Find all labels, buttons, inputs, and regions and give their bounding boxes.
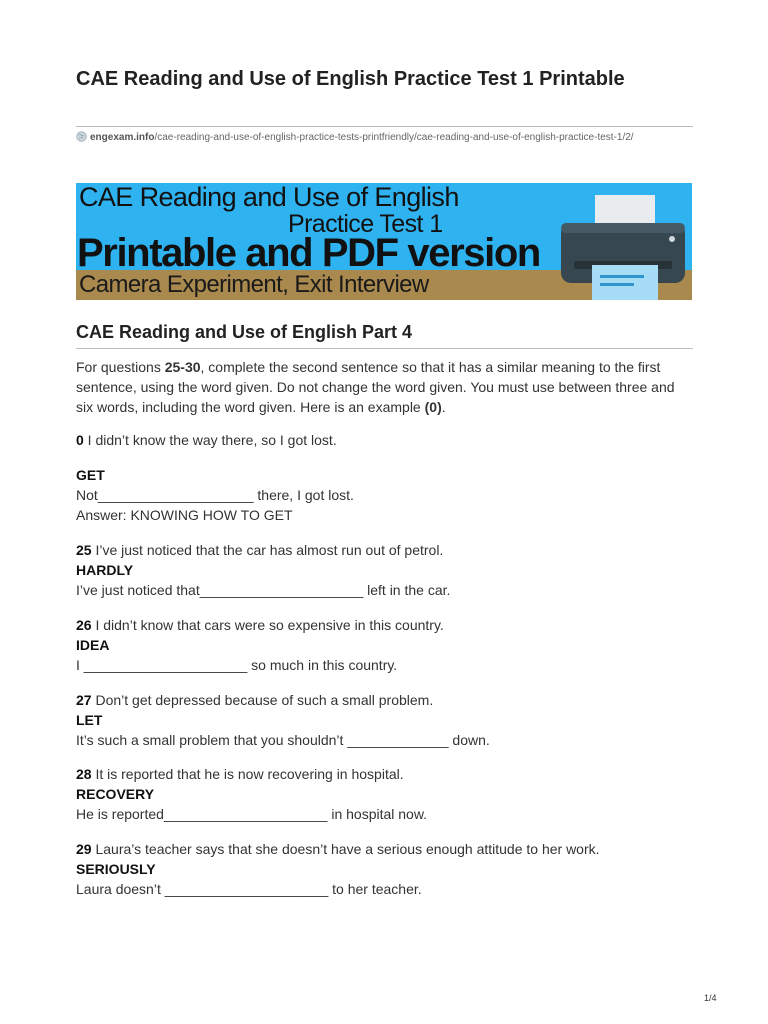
- example-sentence: 0 I didn’t know the way there, so I got lost.: [76, 432, 337, 448]
- question-number: 25: [76, 542, 92, 558]
- question-sentence: 28 It is reported that he is now recovering in hospital.: [76, 766, 404, 782]
- question-number: 28: [76, 766, 92, 782]
- document-title: CAE Reading and Use of English Practice Test 1 Printable: [76, 68, 625, 90]
- question-sentence: 29 Laura’s teacher says that she doesn’t have a serious enough attitude to her work.: [76, 841, 600, 857]
- question-sentence: 25 I’ve just noticed that the car has almost run out of petrol.: [76, 542, 444, 558]
- banner-line-3: Printable and PDF version: [77, 231, 540, 275]
- question-transformation: He is reported_____________________ in hospital now.: [76, 806, 428, 822]
- instructions-paragraph: For questions 25-30, complete the second sentence so that it has a similar meaning to the first sentence, using the word given. Do not change the word given. You must use between three and six words, including the word given. Here is an example (0).: [76, 359, 675, 415]
- question-sentence: 26 I didn’t know that cars were so expensive in this country.: [76, 617, 444, 633]
- example-transformation: Not____________________ there, I got lost.: [76, 487, 354, 503]
- source-path: /cae-reading-and-use-of-english-practice-tests-printfriendly/cae-reading-and-use-of-english-practice-test-1/2/: [154, 132, 634, 143]
- question-keyword: LET: [76, 712, 103, 728]
- source-domain: engexam.info: [90, 132, 155, 143]
- banner-line-4: Camera Experiment, Exit Interview: [79, 271, 429, 298]
- example-number: 0: [76, 432, 84, 448]
- question-range: 25-30: [164, 359, 201, 375]
- question-transformation: It’s such a small problem that you shouldn’t _____________ down.: [76, 732, 490, 748]
- question-transformation: Laura doesn’t _____________________ to her teacher.: [76, 881, 422, 897]
- example-answer: Answer: KNOWING HOW TO GET: [76, 507, 293, 523]
- promo-banner: [76, 183, 692, 300]
- question-keyword: IDEA: [76, 637, 110, 653]
- page-number: 1/4: [704, 993, 717, 1003]
- section-heading: CAE Reading and Use of English Part 4: [76, 322, 413, 342]
- question-transformation: I’ve just noticed that_____________________ left in the car.: [76, 582, 451, 598]
- question-keyword: HARDLY: [76, 562, 134, 578]
- question-sentence: 27 Don’t get depressed because of such a small problem.: [76, 692, 434, 708]
- example-ref: (0): [424, 399, 442, 415]
- banner-line-1: CAE Reading and Use of English: [79, 183, 459, 212]
- question-keyword: SERIOUSLY: [76, 861, 156, 877]
- globe-icon: [76, 131, 87, 142]
- title-divider: [76, 126, 693, 127]
- question-number: 26: [76, 617, 92, 633]
- question-transformation: I _____________________ so much in this country.: [76, 657, 398, 673]
- source-url[interactable]: [76, 131, 693, 145]
- question-number: 27: [76, 692, 92, 708]
- printer-icon: [560, 193, 688, 300]
- example-keyword: GET: [76, 467, 105, 483]
- section-divider: [76, 348, 693, 349]
- question-number: 29: [76, 841, 92, 857]
- question-keyword: RECOVERY: [76, 786, 155, 802]
- banner-line-2: Practice Test 1: [288, 210, 443, 238]
